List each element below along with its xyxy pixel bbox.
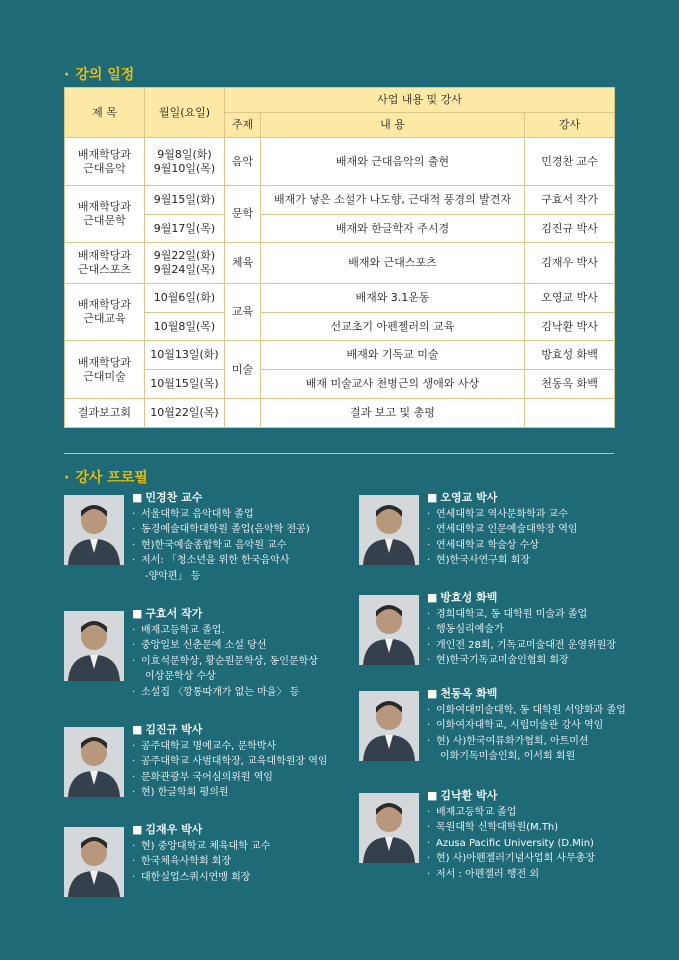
subject-line: 근대교육 [83, 312, 126, 325]
date-line: 9월10일(목) [153, 161, 216, 175]
profile-info [132, 490, 332, 584]
profile-detail: · 한국체육사학회 회장 [132, 854, 332, 870]
subject-line: 근대문학 [83, 214, 126, 227]
profile-details [132, 623, 332, 701]
header-theme: 주제 [225, 113, 261, 138]
square-bullet-icon: ■ [427, 789, 438, 802]
profile-detail: · 공주대학교 사범대학장, 교육대학원장 역임 [132, 754, 332, 770]
date-line: 9월17일(목) [153, 221, 216, 235]
profile-name [427, 490, 627, 506]
schedule-row [65, 313, 615, 341]
square-bullet-icon: ■ [427, 687, 438, 700]
cell-theme: 교육 [225, 284, 261, 341]
cell-subject [65, 243, 145, 284]
profile-info [132, 822, 332, 885]
subject-line: 배재학당과 [77, 200, 132, 213]
subject-line: 배재학당과 [77, 355, 132, 369]
cell-subject [65, 186, 145, 243]
schedule-row [65, 243, 615, 284]
schedule-row [65, 138, 615, 186]
date-line: 10월13일(화) [150, 348, 219, 361]
portrait-photo [359, 793, 419, 863]
profile-detail: · 공주대학교 명예교수, 문학박사 [132, 739, 332, 755]
cell-theme: 미술 [225, 341, 261, 399]
square-bullet-icon: ■ [132, 607, 143, 620]
profile-detail: · 중앙일보 신춘문예 소설 당선 [132, 638, 332, 654]
schedule-table [64, 87, 615, 428]
profile-detail: · 경희대학교, 동 대학원 미술과 졸업 [427, 607, 627, 623]
cell-content: 배재와 3.1운동 [261, 284, 525, 313]
profile-detail: · 개인전 28회, 기독교미술대전 운영위원장 [427, 638, 627, 654]
cell-lecturer: 김진규 박사 [525, 215, 615, 243]
profile-name [427, 788, 627, 804]
portrait-photo [64, 495, 124, 565]
profile-detail: · 연세대학교 학술상 수상 [427, 538, 627, 554]
profile-info [427, 788, 627, 882]
profile-info [427, 490, 627, 569]
subject-line: 근대스포츠 [77, 263, 132, 276]
profile-detail: · Azusa Pacific University (D.Min) [427, 836, 627, 852]
cell-lecturer: 민경찬 교수 [525, 138, 615, 186]
profile-detail: · 연세대학교 역사문화학과 교수 [427, 507, 627, 523]
portrait-photo [359, 691, 419, 761]
cell-content: 선교초기 아펜젤러의 교육 [261, 313, 525, 341]
profile-detail: · 저서: 「청소년을 위한 한국음악사 [132, 553, 332, 569]
profile-detail: -양악편」 등 [145, 570, 201, 582]
square-bullet-icon: ■ [132, 823, 143, 836]
profile-details [132, 739, 332, 801]
profile-list [64, 490, 624, 930]
cell-theme: 체육 [225, 243, 261, 284]
profile-name-text: 김재우 박사 [145, 823, 203, 836]
square-bullet-icon: ■ [427, 591, 438, 604]
cell-date [145, 341, 225, 370]
cell-content: 배재와 기독교 미술 [261, 341, 525, 370]
portrait-photo [64, 727, 124, 797]
cell-lecturer: 방효성 화백 [525, 341, 615, 370]
profile-name [132, 722, 332, 738]
profile-detail: 이화기독미술인회, 이서회 회원 [440, 751, 576, 762]
section-divider [64, 453, 614, 454]
profile-details [132, 507, 332, 585]
title-bullet: · [64, 470, 70, 486]
profile-name-text: 오영교 박사 [440, 491, 498, 504]
header-subject: 제 목 [65, 88, 145, 138]
cell-content: 배재와 근대음악의 출현 [261, 138, 525, 186]
schedule-row [65, 399, 615, 428]
cell-date [145, 215, 225, 243]
profile-detail: · 행동심리예술가 [427, 622, 627, 638]
profile-detail: · 현)한국예술종합학교 음악원 교수 [132, 538, 332, 554]
cell-lecturer: 김낙환 박사 [525, 313, 615, 341]
profile-detail: · 동경예술대학대학원 졸업(음악학 전공) [132, 522, 332, 538]
cell-subject [65, 138, 145, 186]
schedule-section-title [64, 64, 134, 84]
cell-date [145, 284, 225, 313]
date-line: 10월15일(목) [150, 377, 219, 390]
date-line: 10월22일(목) [150, 406, 219, 419]
cell-theme: 음악 [225, 138, 261, 186]
profile-name-text: 김진규 박사 [145, 723, 203, 736]
profile-detail: · 현)한국사연구회 회장 [427, 553, 627, 569]
title-bullet: · [64, 67, 70, 83]
cell-lecturer: 천동옥 화백 [525, 370, 615, 399]
profile-info [132, 606, 332, 700]
cell-date [145, 138, 225, 186]
cell-theme: 문학 [225, 186, 261, 243]
cell-lecturer: 오영교 박사 [525, 284, 615, 313]
cell-content: 배재와 한글학자 주시경 [261, 215, 525, 243]
cell-subject [65, 399, 145, 428]
cell-theme [225, 399, 261, 428]
schedule-row [65, 186, 615, 215]
profile-detail: · 현) 사)한국여류화가협회, 아트미션 [427, 734, 627, 750]
profile-detail: · 소설집 〈깡통따개가 없는 마을〉 등 [132, 685, 332, 701]
schedule-row [65, 215, 615, 243]
cell-date [145, 370, 225, 399]
subject-line: 근대미술 [83, 369, 126, 383]
profile-name-text: 구효서 작가 [145, 607, 203, 620]
profile-name-text: 방효성 화백 [440, 591, 498, 604]
profile-detail: · 현) 한글학회 평의원 [132, 785, 332, 801]
schedule-row [65, 370, 615, 399]
profile-detail: 이상문학상 수상 [145, 671, 216, 682]
square-bullet-icon: ■ [427, 491, 438, 504]
profile-name [427, 590, 627, 606]
cell-lecturer [525, 399, 615, 428]
profile-detail: · 현) 중앙대학교 체육대학 교수 [132, 839, 332, 855]
portrait-photo [359, 495, 419, 565]
profile-details [427, 507, 627, 569]
schedule-row [65, 341, 615, 370]
header-program: 사업 내용 및 강사 [225, 88, 615, 113]
profile-detail: · 저서 : 아펜젤러 행전 외 [427, 867, 627, 883]
profile-detail: · 이화여대미술대학, 동 대학원 서양화과 졸업 [427, 703, 627, 719]
date-line: 9월15일(화) [153, 193, 216, 206]
subject-line: 배재학당과 [77, 249, 132, 262]
square-bullet-icon: ■ [132, 491, 143, 504]
date-line: 9월22일(화) [153, 249, 216, 262]
cell-lecturer: 구효서 작가 [525, 186, 615, 215]
portrait-photo [64, 611, 124, 681]
profile-detail: · 현) 사)아펜젤러기념사업회 사무총장 [427, 851, 627, 867]
profile-name-text: 천동옥 화백 [440, 687, 498, 700]
portrait-photo [359, 595, 419, 665]
schedule-row [65, 284, 615, 313]
profile-detail: · 목원대학 신학대학원(M.Th) [427, 820, 627, 836]
cell-content: 배재 미술교사 천병근의 생애와 사상 [261, 370, 525, 399]
cell-date [145, 243, 225, 284]
profile-name [132, 606, 332, 622]
cell-subject [65, 341, 145, 399]
profile-detail: · 문화관광부 국어심의위원 역임 [132, 770, 332, 786]
cell-content: 배재와 근대스포츠 [261, 243, 525, 284]
profile-details [132, 839, 332, 886]
portrait-photo [64, 827, 124, 897]
subject-line: 결과보고회 [77, 406, 132, 419]
profile-name-text: 민경찬 교수 [145, 491, 203, 504]
cell-date [145, 186, 225, 215]
profile-details [427, 805, 627, 883]
cell-date [145, 313, 225, 341]
profile-detail: · 서울대학교 음악대학 졸업 [132, 507, 332, 523]
profile-section-title [64, 467, 148, 487]
header-content: 내 용 [261, 113, 525, 138]
profile-detail: · 현)한국기독교미술인협회 회장 [427, 653, 627, 669]
subject-line: 근대음악 [83, 161, 126, 175]
date-line: 9월24일(목) [153, 263, 216, 276]
profile-name-text: 김낙환 박사 [440, 789, 498, 802]
cell-lecturer: 김재우 박사 [525, 243, 615, 284]
profile-name [132, 490, 332, 506]
profile-name [132, 822, 332, 838]
schedule-title-text: 강의 일정 [75, 67, 135, 83]
profile-detail: · 배재고등학교 졸업. [132, 623, 332, 639]
profile-detail: · 이화여자대학교, 시립미술관 강사 역임 [427, 718, 627, 734]
profile-detail: · 배재고등학교 졸업 [427, 805, 627, 821]
profile-title-text: 강사 프로필 [75, 470, 148, 486]
profile-info [427, 686, 627, 765]
profile-details [427, 607, 627, 669]
date-line: 9월8일(화) [157, 147, 212, 161]
profile-info [427, 590, 627, 669]
square-bullet-icon: ■ [132, 723, 143, 736]
header-date: 월일(요일) [145, 88, 225, 138]
subject-line: 배재학당과 [77, 298, 132, 311]
header-lecturer: 강사 [525, 113, 615, 138]
profile-name [427, 686, 627, 702]
cell-date [145, 399, 225, 428]
subject-line: 배재학당과 [77, 147, 132, 161]
cell-content: 배재가 낳은 소설가 나도향, 근대적 풍경의 발견자 [261, 186, 525, 215]
profile-info [132, 722, 332, 801]
cell-content: 결과 보고 및 총평 [261, 399, 525, 428]
cell-subject [65, 284, 145, 341]
profile-detail: · 대한실업스쿼시연맹 회장 [132, 870, 332, 886]
schedule-body [65, 138, 615, 428]
date-line: 10월6일(화) [153, 291, 216, 304]
profile-detail: · 연세대학교 인문예술대학장 역임 [427, 522, 627, 538]
profile-detail: · 이효석문학상, 황순원문학상, 동인문학상 [132, 654, 332, 670]
date-line: 10월8일(목) [153, 319, 216, 333]
profile-details [427, 703, 627, 765]
